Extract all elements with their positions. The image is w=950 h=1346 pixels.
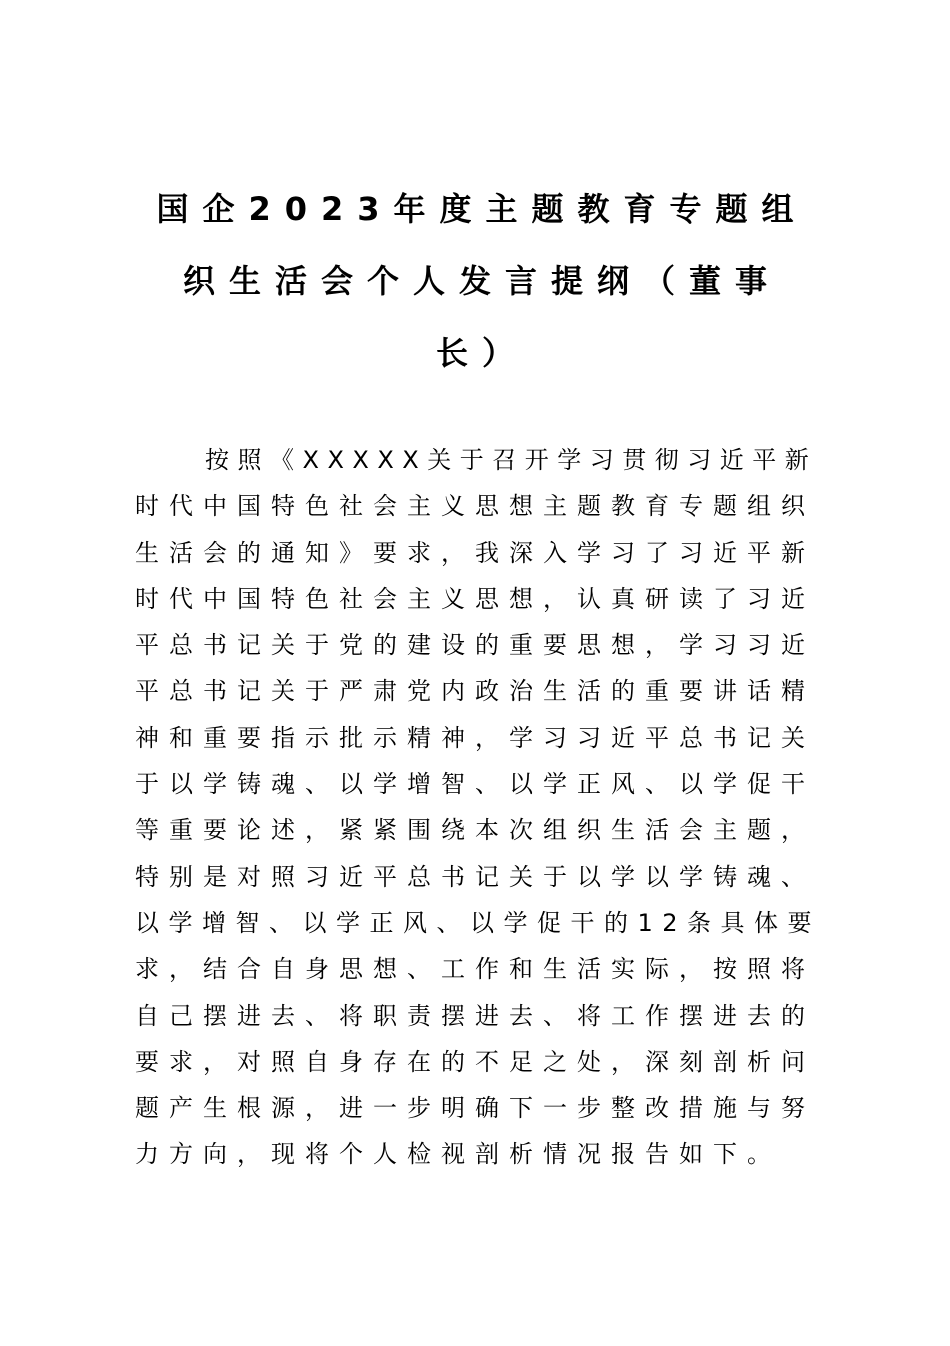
title-line-3: 长）: [435, 334, 528, 372]
title-line-1: 国企2023年度主题教育专题组: [156, 190, 808, 228]
body-line-16: 力方向，现将个人检视剖析情况报告如下。: [135, 1140, 781, 1169]
body-line-6: 平总书记关于严肃党内政治生活的重要讲话精: [135, 677, 815, 706]
body-line-9: 等重要论述，紧紧围绕本次组织生活会主题，: [135, 816, 815, 845]
body-line-11: 以学增智、以学正风、以学促干的12条具体要: [135, 908, 822, 937]
body-line-5: 平总书记关于党的建设的重要思想，学习习近: [135, 631, 815, 660]
body-line-7: 神和重要指示批示精神，学习习近平总书记关: [135, 723, 815, 752]
body-line-4: 时代中国特色社会主义思想，认真研读了习近: [135, 584, 815, 613]
body-line-15: 题产生根源，进一步明确下一步整改措施与努: [135, 1094, 815, 1123]
body-line-1: 按照《XXXXX关于召开学习贯彻习近平新: [205, 446, 818, 474]
body-paragraph: [135, 437, 825, 1178]
body-line-13: 自己摆进去、将职责摆进去、将工作摆进去的: [135, 1001, 815, 1030]
body-line-3: 生活会的通知》要求，我深入学习了习近平新: [135, 538, 815, 567]
body-line-2: 时代中国特色社会主义思想主题教育专题组织: [135, 492, 815, 521]
body-line-10: 特别是对照习近平总书记关于以学以学铸魂、: [135, 862, 815, 891]
document-title: [130, 185, 820, 377]
body-line-12: 求，结合自身思想、工作和生活实际，按照将: [135, 955, 815, 984]
body-line-8: 于以学铸魂、以学增智、以学正风、以学促干: [135, 770, 815, 799]
body-line-14: 要求，对照自身存在的不足之处，深刻剖析问: [135, 1047, 815, 1076]
title-line-2: 织生活会个人发言提纲（董事: [182, 262, 781, 300]
